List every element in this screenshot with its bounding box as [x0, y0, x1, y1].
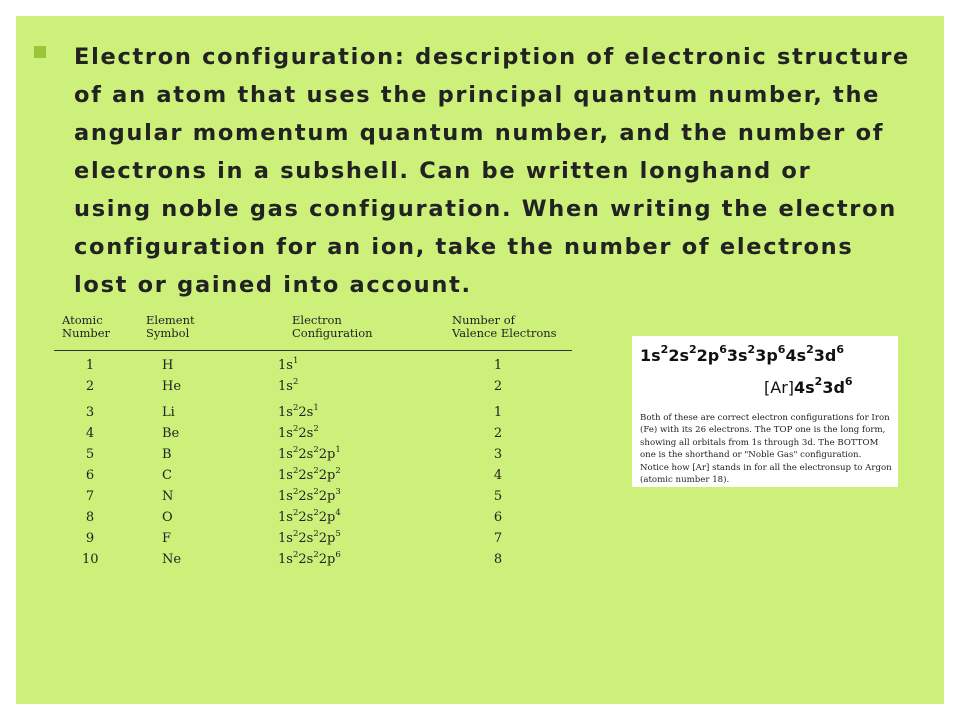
electron-count: 4: [335, 508, 341, 518]
electron-count: 2: [814, 375, 823, 388]
bullet-text: [74, 38, 939, 304]
table-row: [54, 529, 572, 550]
valence-electrons-cell: 8: [493, 552, 503, 567]
header-valence-electrons: Number of Valence Electrons: [452, 313, 557, 340]
valence-electrons-cell: 6: [493, 510, 503, 525]
bullet-line: Electron configuration: description of electronic structure: [74, 44, 911, 70]
bullet-line: electrons in a subshell. Can be written longhand or: [74, 158, 812, 184]
atomic-number-cell: 3: [85, 405, 95, 420]
element-symbol-cell: Li: [162, 405, 175, 420]
orbital: $2s^2$: [298, 529, 319, 546]
valence-electrons-cell: 1: [493, 358, 503, 373]
electron-configuration-cell: [278, 552, 341, 568]
orbital: $1s^2$: [640, 343, 669, 365]
electron-count: 2: [688, 343, 697, 356]
electron-count: 1: [313, 403, 319, 413]
element-symbol-cell: Be: [162, 426, 180, 441]
electron-configuration-cell: [278, 426, 319, 442]
electron-count: 2: [313, 550, 319, 560]
atomic-number-cell: 8: [85, 510, 95, 525]
bullet-line: lost or gained into account.: [74, 272, 472, 298]
valence-electrons-cell: 4: [493, 468, 503, 483]
electron-count: 1: [335, 445, 341, 455]
valence-electrons-cell: 1: [493, 405, 503, 420]
orbital: $3d^6$: [813, 343, 844, 365]
electron-config-table: [54, 312, 572, 571]
electron-count: 2: [292, 445, 299, 455]
element-symbol-cell: F: [162, 531, 172, 546]
valence-electrons-cell: 3: [493, 447, 503, 462]
orbital: $2s^2$: [298, 508, 319, 525]
bullet-line: using noble gas configuration. When writing the electron: [74, 196, 897, 222]
electron-count: 2: [313, 487, 319, 497]
element-symbol-cell: O: [162, 510, 173, 525]
orbital: $2s^2$: [298, 424, 319, 441]
electron-count: 2: [806, 343, 814, 356]
element-symbol-cell: B: [162, 447, 172, 462]
electron-configuration-cell: [278, 405, 319, 421]
electron-count: 5: [335, 529, 341, 539]
bullet-line: angular momentum quantum number, and the number of: [74, 120, 885, 146]
orbital: $1s^2$: [278, 424, 299, 441]
electron-count: 2: [292, 403, 299, 413]
orbital: $2p^1$: [318, 445, 341, 462]
atomic-number-cell: 7: [85, 489, 95, 504]
electron-count: 2: [313, 424, 319, 434]
orbital: $2p^3$: [318, 487, 341, 504]
table-row: [54, 445, 572, 466]
orbital: $1s^1$: [278, 356, 299, 373]
orbital: $3p^6$: [755, 343, 786, 365]
orbital: $3s^2$: [726, 343, 756, 365]
electron-count: 2: [292, 487, 299, 497]
electron-count: 2: [313, 445, 319, 455]
electron-count: 6: [844, 375, 853, 388]
electron-configuration-cell: [278, 358, 298, 374]
table-body: [54, 356, 572, 571]
orbital: $2s^2$: [298, 466, 319, 483]
electron-count: 2: [335, 466, 341, 476]
orbital: $1s^2$: [278, 466, 299, 483]
element-symbol-cell: Ne: [162, 552, 182, 567]
electron-configuration-cell: [278, 531, 341, 547]
element-symbol-cell: C: [162, 468, 172, 483]
electron-count: 3: [335, 487, 341, 497]
orbital: $1s^2$: [278, 508, 299, 525]
orbital: $4s^2$: [794, 375, 823, 397]
table-row: [54, 550, 572, 571]
atomic-number-cell: 10: [82, 552, 99, 567]
orbital: $2s^2$: [298, 445, 319, 462]
orbital: $2s^2$: [298, 550, 319, 567]
electron-configuration-cell: [278, 510, 341, 526]
orbital: $1s^2$: [278, 550, 299, 567]
atomic-number-cell: 1: [85, 358, 95, 373]
electron-count: 2: [292, 466, 299, 476]
electron-configuration-cell: [278, 447, 341, 463]
orbital: $1s^2$: [278, 377, 299, 394]
electron-count: 2: [292, 508, 299, 518]
iron-long-form: [640, 343, 844, 365]
element-symbol-cell: H: [162, 358, 174, 373]
table-row: [54, 377, 572, 398]
valence-electrons-cell: 7: [493, 531, 503, 546]
electron-count: 2: [313, 529, 319, 539]
element-symbol-cell: He: [162, 379, 182, 394]
orbital: $2p^2$: [318, 466, 341, 483]
orbital: $3d^6$: [822, 375, 853, 397]
orbital: $4s^2$: [785, 343, 814, 365]
electron-configuration-cell: [278, 379, 298, 395]
table-row: [54, 508, 572, 529]
orbital: $2s^2$: [668, 343, 697, 365]
orbital: $2s^2$: [298, 487, 319, 504]
bullet-item: [34, 38, 939, 304]
header-electron-configuration: Electron Configuration: [292, 313, 373, 340]
atomic-number-cell: 2: [85, 379, 95, 394]
electron-configuration-cell: [278, 489, 341, 505]
atomic-number-cell: 4: [85, 426, 95, 441]
table-row: [54, 424, 572, 445]
orbital: $2p^5$: [318, 529, 341, 546]
iron-noble-gas-form: [764, 375, 853, 397]
atomic-number-cell: 9: [85, 531, 95, 546]
orbital: $1s^2$: [278, 529, 299, 546]
table-row: [54, 487, 572, 508]
electron-count: 6: [335, 550, 341, 560]
element-symbol-cell: N: [162, 489, 174, 504]
atomic-number-cell: 5: [85, 447, 95, 462]
header-element-symbol: Element Symbol: [146, 313, 195, 340]
electron-count: 2: [660, 343, 669, 356]
argon-core: [Ar]: [764, 378, 795, 397]
electron-count: 6: [836, 343, 844, 356]
table-row: [54, 403, 572, 424]
electron-count: 6: [777, 343, 786, 356]
bullet-line: configuration for an ion, take the number of electrons: [74, 234, 854, 260]
iron-configuration-figure: [632, 336, 898, 487]
atomic-number-cell: 6: [85, 468, 95, 483]
electron-count: 2: [292, 550, 299, 560]
orbital: $2p^6$: [318, 550, 341, 567]
electron-count: 2: [292, 377, 299, 387]
header-atomic-number: Atomic Number: [62, 313, 111, 340]
bullet-line: of an atom that uses the principal quantum number, the: [74, 82, 881, 108]
valence-electrons-cell: 5: [493, 489, 503, 504]
orbital: $1s^2$: [278, 445, 299, 462]
electron-count: 2: [313, 508, 319, 518]
electron-configuration-cell: [278, 468, 341, 484]
orbital: $2p^6$: [696, 343, 727, 365]
orbital: $2s^1$: [298, 403, 319, 420]
valence-electrons-cell: 2: [493, 426, 503, 441]
valence-electrons-cell: 2: [493, 379, 503, 394]
iron-figure-caption: Both of these are correct electron configurations for Iron (Fe) with its 26 electrons. The TOP one is the long form, showing all orbitals from 1s through 3d. The BOTTOM one is the shorthand or "Noble Gas" configuration. Notice how [Ar] stands in for all the electronsup to Argon (atomic number 18).: [640, 413, 892, 486]
electron-count: 2: [292, 529, 299, 539]
table-row: [54, 356, 572, 377]
table-row: [54, 466, 572, 487]
table-header: [54, 312, 572, 351]
electron-count: 2: [747, 343, 756, 356]
orbital: $1s^2$: [278, 487, 299, 504]
electron-count: 2: [313, 466, 319, 476]
square-bullet-icon: [34, 46, 46, 58]
electron-count: 1: [292, 356, 299, 366]
orbital: $1s^2$: [278, 403, 299, 420]
electron-count: 2: [292, 424, 299, 434]
orbital: $2p^4$: [318, 508, 341, 525]
electron-count: 6: [719, 343, 727, 356]
slide: [16, 16, 944, 704]
